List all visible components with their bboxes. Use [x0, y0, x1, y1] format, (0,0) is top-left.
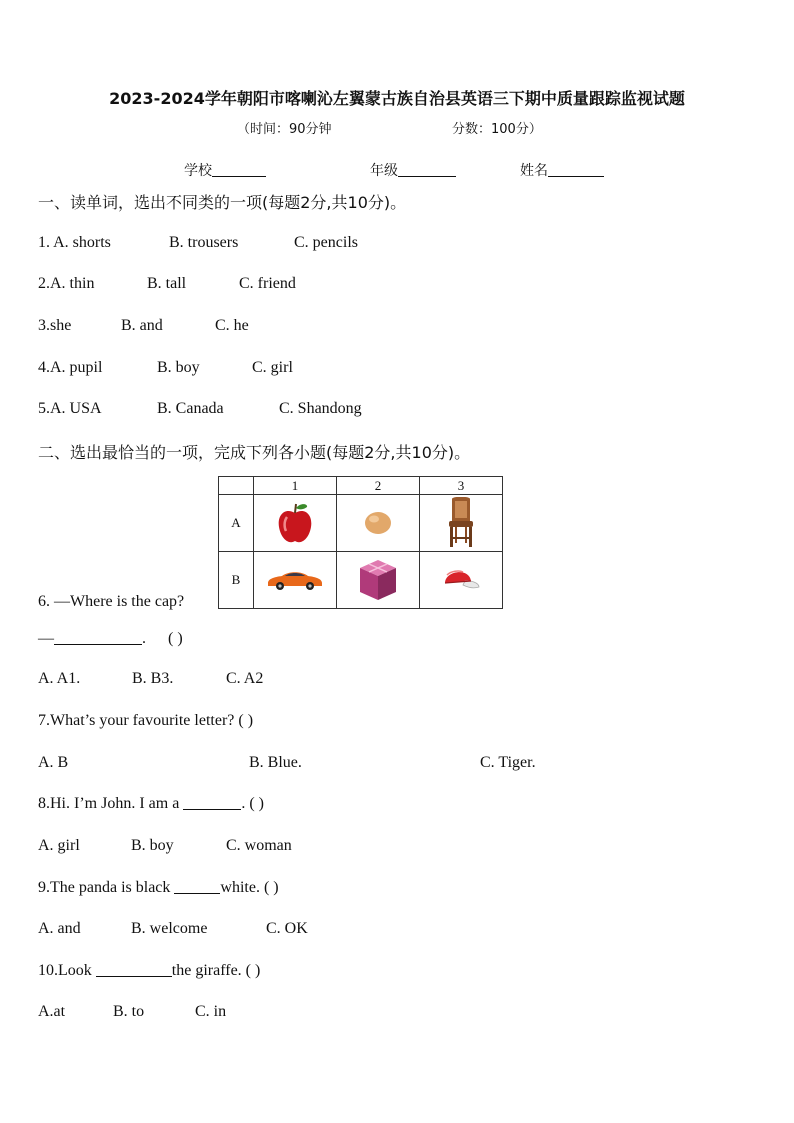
q6-period: . [142, 630, 146, 647]
q8-option-b: B. boy [131, 837, 174, 854]
grid-cell-a3 [420, 495, 503, 552]
q8-blank[interactable] [183, 797, 241, 810]
grid-col-2: 2 [337, 477, 420, 495]
q8-text-before: 8.Hi. I’m John. I am a [38, 795, 180, 812]
car-icon [266, 569, 324, 591]
q7-text: 7.What’s your favourite letter? ( ) [38, 712, 254, 729]
q9-text-before: 9.The panda is black [38, 879, 171, 896]
q5-option-c: C. Shandong [279, 400, 362, 417]
q10-blank[interactable] [96, 964, 172, 977]
grid-cell-b2 [337, 552, 420, 609]
q2-option-c: C. friend [239, 275, 296, 292]
q10-text-before: 10.Look [38, 962, 92, 979]
grid-row-b: B [219, 552, 254, 609]
school-field[interactable] [184, 160, 266, 180]
page-title: 2023-2024学年朝阳市喀喇沁左翼蒙古族自治县英语三下期中质量跟踪监视试题 [109, 89, 685, 108]
q3-option-a: 3.she [38, 317, 72, 334]
grid-cell-a1 [254, 495, 337, 552]
q9-option-b: B. welcome [131, 920, 208, 937]
q6-option-a: A. A1. [38, 670, 81, 687]
q1-option-b: B. trousers [169, 234, 239, 251]
cap-icon [441, 565, 481, 595]
q2-option-a: 2.A. thin [38, 275, 95, 292]
time-label: （时间：90分钟 [237, 122, 332, 137]
q4-option-b: B. boy [157, 359, 200, 376]
q7-option-c: C. Tiger. [480, 754, 536, 771]
q9-option-a: A. and [38, 920, 81, 937]
name-label: 姓名 [520, 163, 548, 179]
section1-heading: 一、读单词，选出不同类的一项(每题2分,共10分)。 [38, 193, 407, 212]
q6-text: 6. —Where is the cap? [38, 593, 185, 610]
q6-paren[interactable]: ( ) [168, 630, 183, 647]
q2-option-b: B. tall [147, 275, 187, 292]
name-field[interactable] [520, 160, 604, 180]
grade-label: 年级 [370, 163, 398, 179]
q6-option-b: B. B3. [132, 670, 174, 687]
grid-cell-b3 [420, 552, 503, 609]
grade-field[interactable] [370, 160, 456, 180]
q10-line [38, 962, 260, 980]
chair-icon [445, 497, 477, 549]
q9-line [38, 879, 279, 897]
q3-option-c: C. he [215, 317, 249, 334]
q6-dash: — [38, 630, 54, 647]
q8-text-after: . ( ) [241, 795, 264, 812]
q9-text-after: white. ( ) [220, 879, 279, 896]
q7-option-a: A. B [38, 754, 69, 771]
name-blank[interactable] [548, 164, 604, 177]
q8-option-c: C. woman [226, 837, 292, 854]
egg-icon [362, 509, 394, 537]
q6-option-c: C. A2 [226, 670, 264, 687]
q10-option-a: A.at [38, 1003, 66, 1020]
grid-cell-a2 [337, 495, 420, 552]
q3-option-b: B. and [121, 317, 163, 334]
q5-option-a: 5.A. USA [38, 400, 102, 417]
grid-cell-b1 [254, 552, 337, 609]
q4-option-c: C. girl [252, 359, 293, 376]
q10-option-c: C. in [195, 1003, 227, 1020]
q10-option-b: B. to [113, 1003, 145, 1020]
school-label: 学校 [184, 163, 212, 179]
grid-row-a: A [219, 495, 254, 552]
picture-grid [218, 476, 503, 606]
q8-option-a: A. girl [38, 837, 80, 854]
section2-heading: 二、选出最恰当的一项，完成下列各小题(每题2分,共10分)。 [38, 443, 471, 462]
score-label: 分数：100分） [452, 122, 542, 137]
q10-text-after: the giraffe. ( ) [171, 962, 261, 979]
gift-box-icon [358, 558, 398, 602]
grade-blank[interactable] [398, 164, 456, 177]
q9-option-c: C. OK [266, 920, 308, 937]
q6-answer-blank[interactable] [54, 632, 142, 645]
school-blank[interactable] [212, 164, 266, 177]
q1-option-a: 1. A. shorts [38, 234, 111, 251]
q4-option-a: 4.A. pupil [38, 359, 103, 376]
apple-icon [275, 501, 315, 545]
grid-col-1: 1 [254, 477, 337, 495]
grid-corner [219, 477, 254, 495]
q1-option-c: C. pencils [294, 234, 358, 251]
q6-answer-line [38, 630, 146, 648]
q8-line [38, 795, 264, 813]
q5-option-b: B. Canada [157, 400, 224, 417]
grid-col-3: 3 [420, 477, 503, 495]
q7-option-b: B. Blue. [249, 754, 302, 771]
q9-blank[interactable] [174, 881, 220, 894]
